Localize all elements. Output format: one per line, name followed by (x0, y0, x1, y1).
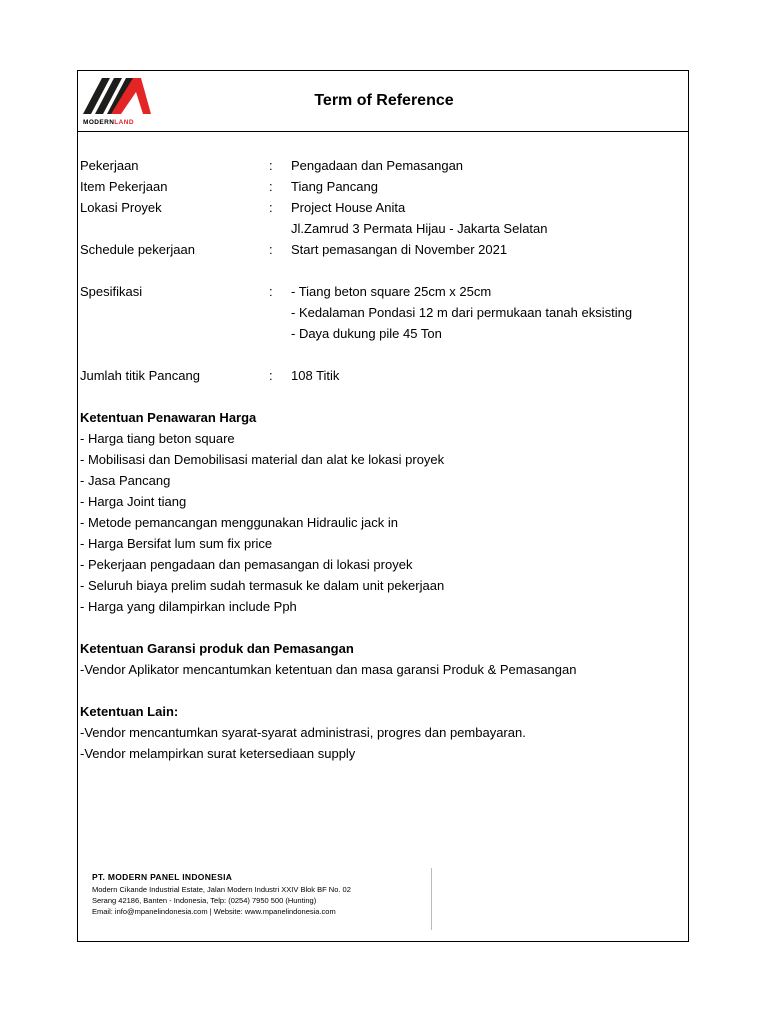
document-frame (77, 70, 689, 942)
list-item: -Vendor melampirkan surat ketersediaan supply (80, 746, 356, 761)
detail-value-jumlah-titik: 108 Titik (291, 368, 340, 383)
footer-contact-line: Email: info@mpanelindonesia.com | Website: www.mpanelindonesia.com (92, 907, 336, 916)
page-title: Term of Reference (314, 92, 454, 109)
detail-value-schedule: Start pemasangan di November 2021 (291, 242, 508, 257)
detail-value-spesifikasi: - Tiang beton square 25cm x 25cm (291, 284, 492, 299)
detail-label-schedule: Schedule pekerjaan (80, 242, 195, 257)
detail-value-item-pekerjaan: Tiang Pancang (291, 179, 378, 194)
detail-label-spesifikasi: Spesifikasi (80, 284, 143, 299)
list-item: - Pekerjaan pengadaan dan pemasangan di lokasi proyek (80, 557, 413, 572)
list-item: - Harga Bersifat lum sum fix price (80, 536, 273, 551)
detail-value-lokasi-proyek: Project House Anita (291, 200, 406, 215)
detail-separator: : (269, 158, 273, 173)
detail-label-item-pekerjaan: Item Pekerjaan (80, 179, 168, 194)
detail-label-jumlah-titik: Jumlah titik Pancang (80, 368, 200, 383)
detail-separator: : (269, 284, 273, 299)
detail-value-spesifikasi: - Daya dukung pile 45 Ton (291, 326, 442, 341)
detail-value-lokasi-alamat: Jl.Zamrud 3 Permata Hijau - Jakarta Selatan (291, 221, 548, 236)
list-item: - Metode pemancangan menggunakan Hidraulic jack in (80, 515, 398, 530)
detail-separator: : (269, 179, 273, 194)
section-heading-ketentuan-lain: Ketentuan Lain: (80, 704, 179, 719)
document-header (78, 71, 688, 132)
company-footer (92, 872, 351, 917)
detail-label-lokasi-proyek: Lokasi Proyek (80, 200, 162, 215)
detail-value-pekerjaan: Pengadaan dan Pemasangan (291, 158, 464, 173)
detail-separator: : (269, 200, 273, 215)
detail-label-pekerjaan: Pekerjaan (80, 158, 139, 173)
detail-separator: : (269, 242, 273, 257)
list-item: -Vendor Aplikator mencantumkan ketentuan dan masa garansi Produk & Pemasangan (80, 662, 577, 677)
detail-value-spesifikasi: - Kedalaman Pondasi 12 m dari permukaan tanah eksisting (291, 305, 633, 320)
footer-divider (431, 868, 432, 930)
section-heading-penawaran-harga: Ketentuan Penawaran Harga (80, 410, 257, 425)
footer-company-name: PT. MODERN PANEL INDONESIA (92, 872, 233, 882)
list-item: -Vendor mencantumkan syarat-syarat administrasi, progres dan pembayaran. (80, 725, 526, 740)
list-item: - Harga yang dilampirkan include Pph (80, 599, 297, 614)
list-item: - Harga tiang beton square (80, 431, 235, 446)
detail-separator: : (269, 368, 273, 383)
list-item: - Jasa Pancang (80, 473, 171, 488)
footer-address-line: Serang 42186, Banten - Indonesia, Telp: (0254) 7950 500 (Hunting) (92, 896, 317, 905)
section-heading-garansi: Ketentuan Garansi produk dan Pemasangan (80, 641, 354, 656)
logo-wordmark: MODERNLAND (83, 119, 134, 126)
list-item: - Harga Joint tiang (80, 494, 187, 509)
footer-address-line: Modern Cikande Industrial Estate, Jalan Modern Industri XXIV Blok BF No. 02 (92, 885, 351, 894)
list-item: - Seluruh biaya prelim sudah termasuk ke dalam unit pekerjaan (80, 578, 445, 593)
list-item: - Mobilisasi dan Demobilisasi material dan alat ke lokasi proyek (80, 452, 445, 467)
